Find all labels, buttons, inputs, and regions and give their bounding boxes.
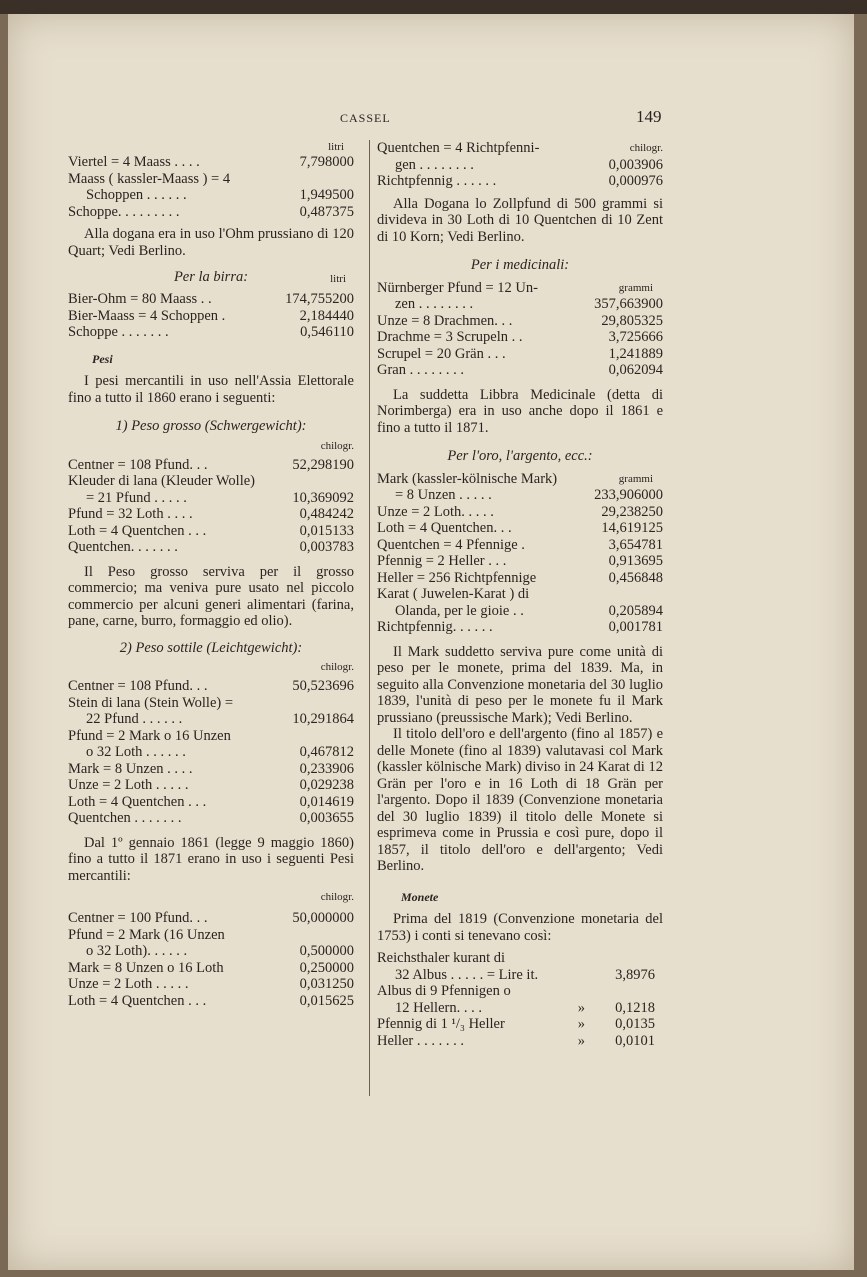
table-row: Bier-Maass = 4 Schoppen . 2,184440: [68, 307, 354, 324]
table-row: Pfennig di 1 ¹/₃ Heller » 0,0135: [377, 1016, 655, 1032]
table-row: Loth = 4 Quentchen. . . 14,619125: [377, 520, 663, 536]
table-row: Richtpfennig . . . . . . 0,000976: [377, 173, 663, 189]
running-head: CASSEL: [340, 111, 391, 125]
table-row: Quentchen . . . . . . . 0,003655: [68, 810, 354, 826]
table-row: Unze = 2 Loth. . . . . 29,238250: [377, 503, 663, 520]
paragraph: Il Mark suddetto serviva pure come unità di peso per le monete, prima del 1839. Ma, in seguito alla Convenzione monetaria del 30 luglio 1839, l'unità di peso per le monete fu il Mark prussiano (preussische Mark); Vedi Berlino.: [377, 643, 663, 726]
table-row: Reichsthaler kurant di: [377, 950, 506, 966]
left-column: [68, 140, 354, 1009]
table-row: Pfennig = 2 Heller . . . 0,913695: [377, 553, 663, 569]
scan-edge: [0, 0, 867, 14]
table-row: Pfund = 32 Loth . . . . 0,484242: [68, 506, 354, 522]
table-row: Quentchen = 4 Pfennige . 3,654781: [377, 536, 663, 553]
unit-label: chilogr.: [320, 891, 354, 903]
table-row: Nürnberger Pfund = 12 Un- grammi: [377, 279, 653, 296]
paragraph: Prima del 1819 (Convenzione monetaria del 1753) i conti si tenevano così:: [377, 911, 663, 944]
table-row: Loth = 4 Quentchen . . . 0,015133: [68, 522, 354, 539]
table-row: 22 Pfund . . . . . . 10,291864: [86, 711, 354, 727]
table-row: = 21 Pfund . . . . . 10,369092: [86, 489, 354, 506]
table-row: Pfund = 2 Mark o 16 Unzen: [68, 727, 231, 744]
table-row: Quentchen. . . . . . . 0,003783: [68, 539, 354, 555]
table-row: Maass ( kassler-Maass ) = 4: [68, 170, 231, 187]
table-row: = 8 Unzen . . . . . 233,906000: [395, 487, 663, 503]
section-heading: Monete: [401, 889, 439, 904]
section-heading: 1) Peso grosso (Schwergewicht):: [115, 418, 307, 434]
table-row: Centner = 108 Pfund. . . 50,523696: [68, 678, 354, 694]
table-row: Schoppe. . . . . . . . . 0,487375: [68, 203, 354, 220]
table-row: Unze = 2 Loth . . . . . 0,031250: [68, 976, 354, 992]
paragraph: Dal 1º gennaio 1861 (legge 9 maggio 1860) fino a tutto il 1871 erano in uso i seguenti Pesi mercantili:: [68, 834, 354, 884]
table-row: o 32 Loth . . . . . . 0,467812: [86, 744, 354, 760]
table-row: gen . . . . . . . . 0,003906: [395, 156, 663, 173]
table-row: Karat ( Juwelen-Karat ) di: [377, 586, 530, 602]
table-row: 12 Hellern. . . . » 0,1218: [395, 999, 655, 1016]
table-row: o 32 Loth). . . . . . 0,500000: [86, 943, 354, 959]
section-heading: 2) Peso sottile (Leichtgewicht):: [119, 639, 303, 656]
table-row: Scrupel = 20 Grän . . . 1,241889: [377, 345, 663, 362]
table-row: Schoppen . . . . . . 1,949500: [86, 187, 354, 203]
table-row: Heller . . . . . . . » 0,0101: [377, 1032, 655, 1049]
table-row: Schoppe . . . . . . . 0,546110: [68, 324, 354, 340]
section-heading: Per la birra: litri: [173, 269, 346, 285]
page-number: 149: [636, 107, 662, 126]
paragraph: Alla Dogana lo Zollpfund di 500 grammi si divideva in 30 Loth di 10 Quentchen di 10 Zent di 10 Korn; Vedi Berlino.: [377, 195, 663, 245]
paragraph: Il titolo dell'oro e dell'argento (fino al 1857) e delle Monete (fino al 1839) valutavasi col Mark (kassler kölnische Mark) diviso in 24 Karat di 12 Grän per l'oro e in 16 Loth di 18 Grän per l'argento. Dopo il 1839 (Convenzione monetaria del 30 luglio 1839) il titolo delle Monete si esprimeva come in Prussia e così pure, dopo il 1857, il titolo dell'oro e dell'argento; Vedi Berlino.: [377, 726, 663, 874]
table-row: Mark = 8 Unzen . . . . 0,233906: [68, 760, 354, 777]
table-row: Kleuder di lana (Kleuder Wolle): [68, 473, 255, 489]
table-row: Bier-Ohm = 80 Maass . . 174,755200: [68, 291, 354, 307]
paragraph: Alla dogana era in uso l'Ohm prussiano di 120 Quart; Vedi Berlino.: [68, 226, 354, 259]
table-row: Mark (kassler-kölnische Mark) grammi: [377, 470, 653, 487]
table-row: Olanda, per le gioie . . 0,205894: [395, 602, 663, 619]
table-row: Centner = 100 Pfund. . . 50,000000: [68, 910, 354, 926]
right-column: [377, 140, 663, 1049]
paragraph: Il Peso grosso serviva per il grosso commercio; ma veniva pure usato nel piccolo commercio per alcuni generi alimentari (farina, pane, carne, burro, formaggio ed olio).: [68, 563, 354, 629]
paragraph: La suddetta Libbra Medicinale (detta di Norimberga) era in uso anche dopo il 1861 e fino a tutto il 1871.: [377, 386, 663, 436]
table-row: Loth = 4 Quentchen . . . 0,015625: [68, 992, 354, 1009]
table-row: zen . . . . . . . . 357,663900: [395, 296, 663, 312]
table-row: Unze = 8 Drachmen. . . 29,805325: [377, 312, 663, 329]
table-row: Heller = 256 Richtpfennige 0,456848: [377, 569, 663, 586]
table-row: Mark = 8 Unzen o 16 Loth 0,250000: [68, 959, 354, 976]
unit-label: litri: [328, 141, 344, 153]
unit-label: chilogr.: [320, 661, 354, 673]
table-row: Pfund = 2 Mark (16 Unzen: [68, 926, 225, 943]
section-heading: Per l'oro, l'argento, ecc.:: [447, 448, 593, 464]
paragraph: I pesi mercantili in uso nell'Assia Elettorale fino a tutto il 1860 erano i seguenti:: [68, 373, 354, 406]
table-row: Richtpfennig. . . . . . 0,001781: [377, 619, 663, 635]
table-row: Gran . . . . . . . . 0,062094: [377, 362, 663, 378]
table-row: Centner = 108 Pfund. . . 52,298190: [68, 456, 354, 473]
section-heading: Pesi: [92, 351, 113, 366]
table-row: Quentchen = 4 Richtpfenni- chilogr.: [377, 140, 663, 156]
table-row: Loth = 4 Quentchen . . . 0,014619: [68, 793, 354, 810]
table-row: Unze = 2 Loth . . . . . 0,029238: [68, 777, 354, 793]
table-row: Stein di lana (Stein Wolle) =: [68, 694, 234, 711]
table-row: Albus di 9 Pfennigen o: [377, 983, 511, 999]
table-row: Viertel = 4 Maass . . . . 7,798000: [68, 154, 354, 170]
section-heading: Per i medicinali:: [470, 257, 570, 273]
table-row: 32 Albus . . . . . = Lire it. 3,8976: [395, 966, 655, 983]
unit-label: chilogr.: [320, 439, 354, 452]
column-divider: [369, 140, 370, 1096]
table-row: Drachme = 3 Scrupeln . . 3,725666: [377, 329, 663, 345]
